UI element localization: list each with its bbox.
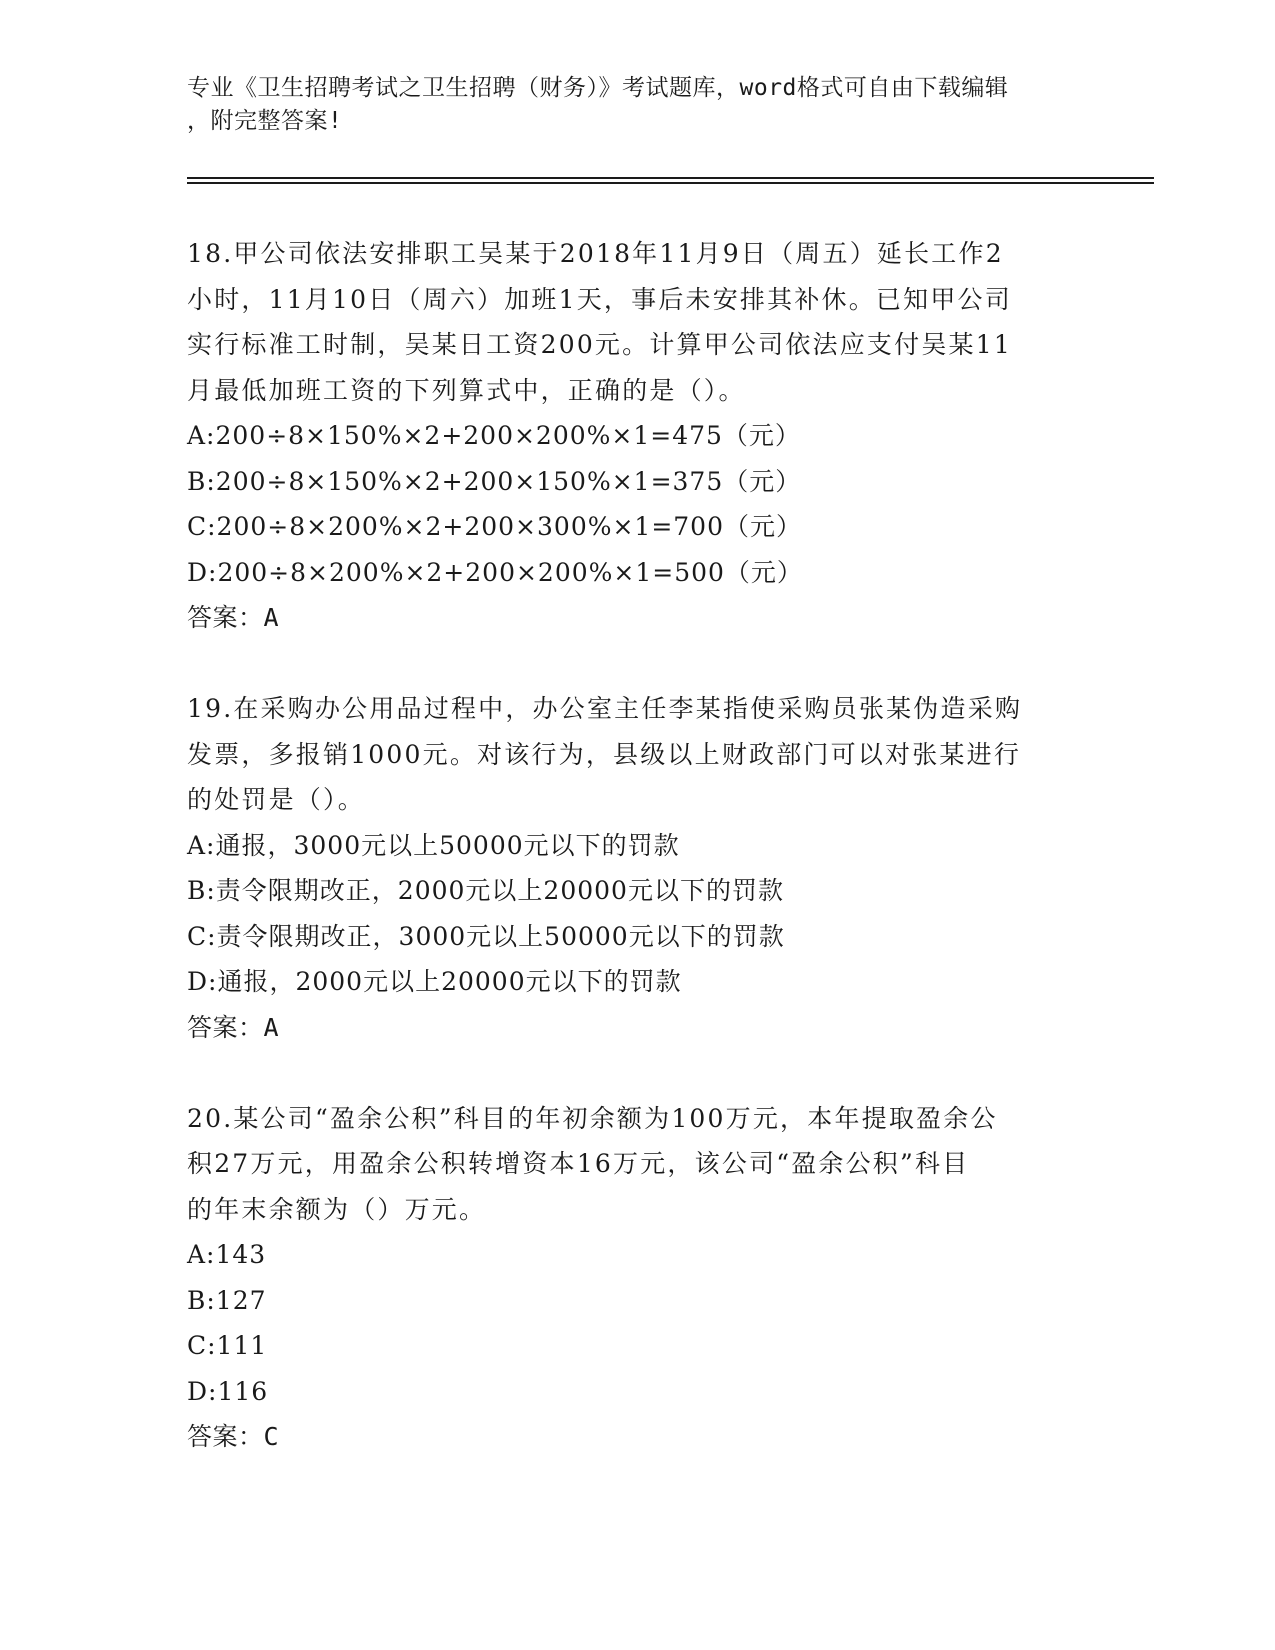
option-a: A:200÷8×150%×2+200×200%×1=475（元） [187, 421, 801, 450]
option-d: D:通报，2000元以上20000元以下的罚款 [187, 967, 682, 996]
question-20 [187, 1096, 1087, 1460]
option-b: B:责令限期改正，2000元以上20000元以下的罚款 [187, 876, 784, 905]
question-list [187, 231, 1087, 1460]
question-stem: 20.某公司“盈余公积”科目的年初余额为100万元，本年提取盈余公 [187, 1103, 998, 1133]
question-stem: 18.甲公司依法安排职工吴某于2018年11月9日（周五）延长工作2 [187, 239, 1004, 268]
answer: 答案：C [187, 1422, 280, 1451]
question-spacer [187, 641, 1087, 687]
question-stem: 的年末余额为（）万元。 [187, 1194, 487, 1224]
question-stem: 的处罚是（）。 [187, 785, 365, 814]
option-b: B:127 [187, 1285, 267, 1315]
option-c: C:111 [187, 1331, 268, 1360]
question-18 [187, 231, 1087, 641]
question-stem: 发票，多报销1000元。对该行为，县级以上财政部门可以对张某进行 [187, 739, 1022, 769]
question-stem: 月最低加班工资的下列算式中，正确的是（）。 [187, 375, 746, 405]
question-stem: 19.在采购办公用品过程中，办公室主任李某指使采购员张某伪造采购 [187, 694, 1023, 723]
question-stem: 实行标准工时制，吴某日工资200元。计算甲公司依法应支付吴某11 [187, 330, 1012, 359]
header-line-1: 专业《卫生招聘考试之卫生招聘（财务）》考试题库，word格式可自由下载编辑 [187, 75, 1009, 101]
question-19 [187, 686, 1087, 1050]
option-d: D:116 [187, 1376, 269, 1406]
option-c: C:责令限期改正，3000元以上50000元以下的罚款 [187, 921, 785, 951]
document-header [187, 72, 1067, 138]
header-divider-top [187, 177, 1154, 179]
option-d: D:200÷8×200%×2+200×200%×1=500（元） [187, 557, 803, 587]
header-divider-bottom [187, 182, 1154, 184]
option-a: A:通报，3000元以上50000元以下的罚款 [187, 830, 680, 860]
option-b: B:200÷8×150%×2+200×150%×1=375（元） [187, 466, 802, 496]
question-stem: 小时，11月10日（周六）加班1天，事后未安排其补休。已知甲公司 [187, 284, 1012, 314]
question-stem: 积27万元，用盈余公积转增资本16万元，该公司“盈余公积”科目 [187, 1149, 970, 1178]
option-a: A:143 [187, 1240, 267, 1269]
option-c: C:200÷8×200%×2+200×300%×1=700（元） [187, 512, 802, 541]
question-spacer [187, 1050, 1087, 1096]
answer: 答案：A [187, 1012, 280, 1042]
header-line-2: ，附完整答案! [187, 108, 343, 134]
answer: 答案：A [187, 603, 280, 632]
